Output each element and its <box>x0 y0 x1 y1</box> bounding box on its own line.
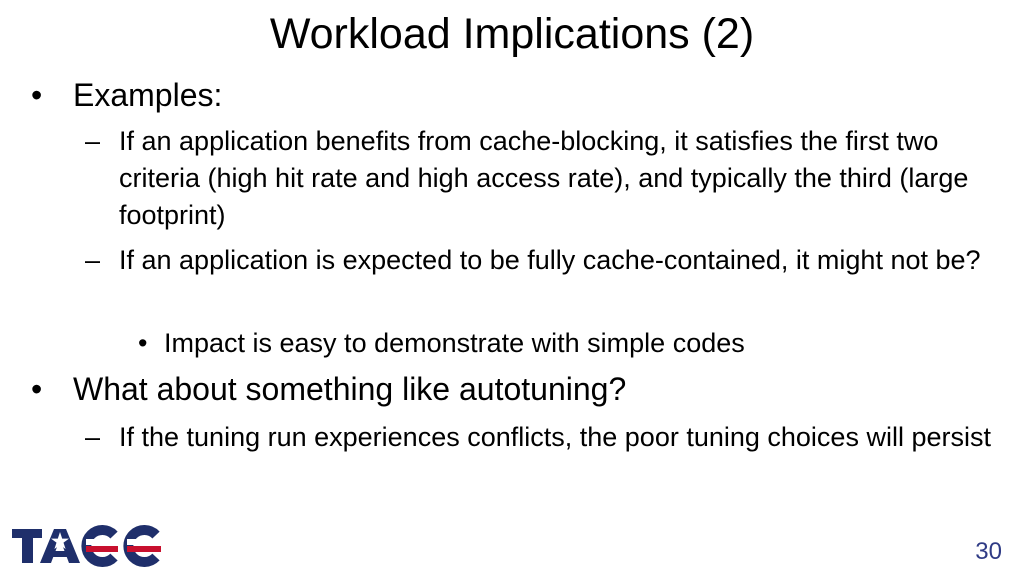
bullet-impact: Impact is easy to demonstrate with simple codes <box>164 328 745 358</box>
bullet-marker: • <box>31 371 43 407</box>
dash-marker: – <box>85 126 101 156</box>
bullet-autotuning: What about something like autotuning? <box>73 371 627 407</box>
bullet-examples: Examples: <box>73 77 223 113</box>
bullet-marker: • <box>31 77 43 113</box>
bullet-tuning-run: If the tuning run experiences conflicts, the poor tuning choices will persist <box>119 422 991 452</box>
logo-letter-c1 <box>86 530 118 562</box>
bullet-cache-contained: If an application is expected to be fully cache-contained, it might not be? <box>119 245 981 275</box>
logo-letter-t <box>12 529 42 563</box>
slide-title: Workload Implications (2) <box>269 10 755 58</box>
bullet-marker: • <box>138 328 148 358</box>
tacc-logo <box>12 525 162 567</box>
dash-marker: – <box>85 422 101 452</box>
page-number: 30 <box>975 538 1002 565</box>
dash-marker: – <box>85 245 101 275</box>
logo-letter-c2 <box>127 530 161 562</box>
bullet-cache-blocking: If an application benefits from cache-blocking, it satisfies the first two criteria (high hit rate and high access rate), and typically the third (large footprint) <box>119 126 969 230</box>
